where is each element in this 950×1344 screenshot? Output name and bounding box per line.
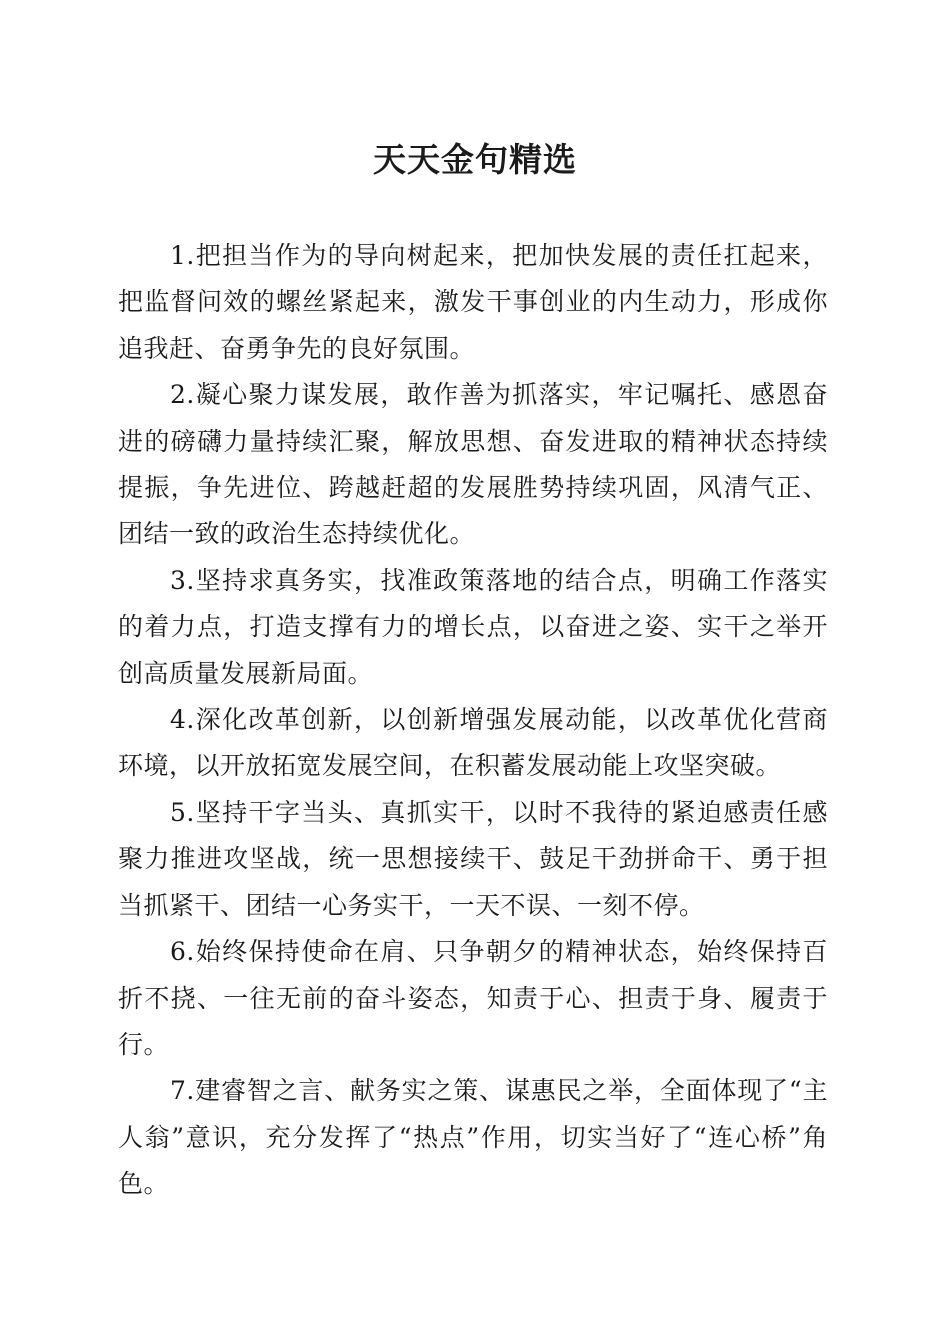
- paragraph-1: 1.把担当作为的导向树起来，把加快发展的责任扛起来，把监督问效的螺丝紧起来，激发干事创业的内生动力，形成你追我赶、奋勇争先的良好氛围。: [118, 241, 828, 363]
- paragraph-3: 3.坚持求真务实，找准政策落地的结合点，明确工作落实的着力点，打造支撑有力的增长点，以奋进之姿、实干之举开创高质量发展新局面。: [118, 565, 828, 688]
- document-body: [118, 233, 828, 1208]
- paragraph-6: 6.始终保持使命在肩、只争朝夕的精神状态，始终保持百折不挠、一往无前的奋斗姿态，知责于心、担责于身、履责于行。: [118, 937, 828, 1059]
- paragraph-7: 7.建睿智之言、献务实之策、谋惠民之举，全面体现了“主人翁”意识，充分发挥了“热点”作用，切实当好了“连心桥”角色。: [118, 1076, 828, 1199]
- paragraph-2: 2.凝心聚力谋发展，敢作善为抓落实，牢记嘱托、感恩奋进的磅礴力量持续汇聚，解放思想、奋发进取的精神状态持续提振，争先进位、跨越赶超的发展胜势持续巩固，风清气正、团结一致的政治生态持续优化。: [118, 380, 828, 549]
- document-title: 天天金句精选: [373, 140, 577, 179]
- paragraph-5: 5.坚持干字当头、真抓实干，以时不我待的紧迫感责任感聚力推进攻坚战，统一思想接续干、鼓足干劲拼命干、勇于担当抓紧干、团结一心务实干，一天不误、一刻不停。: [118, 797, 828, 920]
- paragraph-4: 4.深化改革创新，以创新增强发展动能，以改革优化营商环境，以开放拓宽发展空间，在积蓄发展动能上攻坚突破。: [118, 705, 828, 781]
